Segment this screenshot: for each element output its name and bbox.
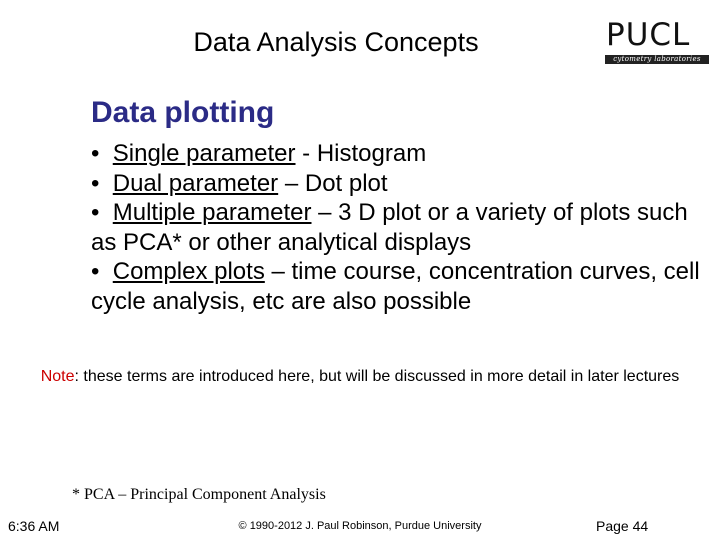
bullet-list	[91, 139, 701, 316]
bullet-item	[91, 169, 701, 199]
note-text: : these terms are introduced here, but will be discussed in more detail in later lectures	[74, 368, 680, 385]
note-label: Note	[40, 368, 75, 385]
bullet-term: Multiple parameter	[112, 199, 312, 226]
slide-title: Data Analysis Concepts	[193, 27, 479, 57]
bullet-text: – time course, concentration curves, cell cycle analysis, etc are also possible	[91, 258, 700, 315]
footer-time: 6:36 AM	[8, 518, 60, 534]
bullet-item	[91, 257, 701, 316]
bullet-term: Dual parameter	[112, 169, 279, 197]
bullet-marker: •	[91, 140, 100, 167]
bullet-item	[91, 198, 701, 257]
bullet-marker: •	[91, 258, 100, 285]
bullet-text: – 3 D plot or a variety of plots such as PCA* or other analytical displays	[91, 199, 688, 256]
bullet-text: - Histogram	[295, 140, 427, 167]
pucl-logo	[603, 18, 711, 68]
bullet-term: Complex plots	[112, 258, 265, 285]
logo-text: PUCL	[606, 17, 691, 53]
bullet-marker: •	[91, 169, 100, 197]
note	[20, 366, 700, 387]
footnote: * PCA – Principal Component Analysis	[72, 486, 326, 503]
footer-copyright: © 1990-2012 J. Paul Robinson, Purdue University	[238, 520, 482, 532]
logo-subtext: cytometry laboratories	[605, 55, 709, 64]
bullet-item	[91, 139, 701, 169]
page-number: Page 44	[596, 518, 649, 534]
bullet-marker: •	[91, 199, 100, 226]
section-heading: Data plotting	[91, 96, 275, 129]
bullet-text: – Dot plot	[278, 169, 388, 197]
bullet-term: Single parameter	[112, 140, 296, 167]
